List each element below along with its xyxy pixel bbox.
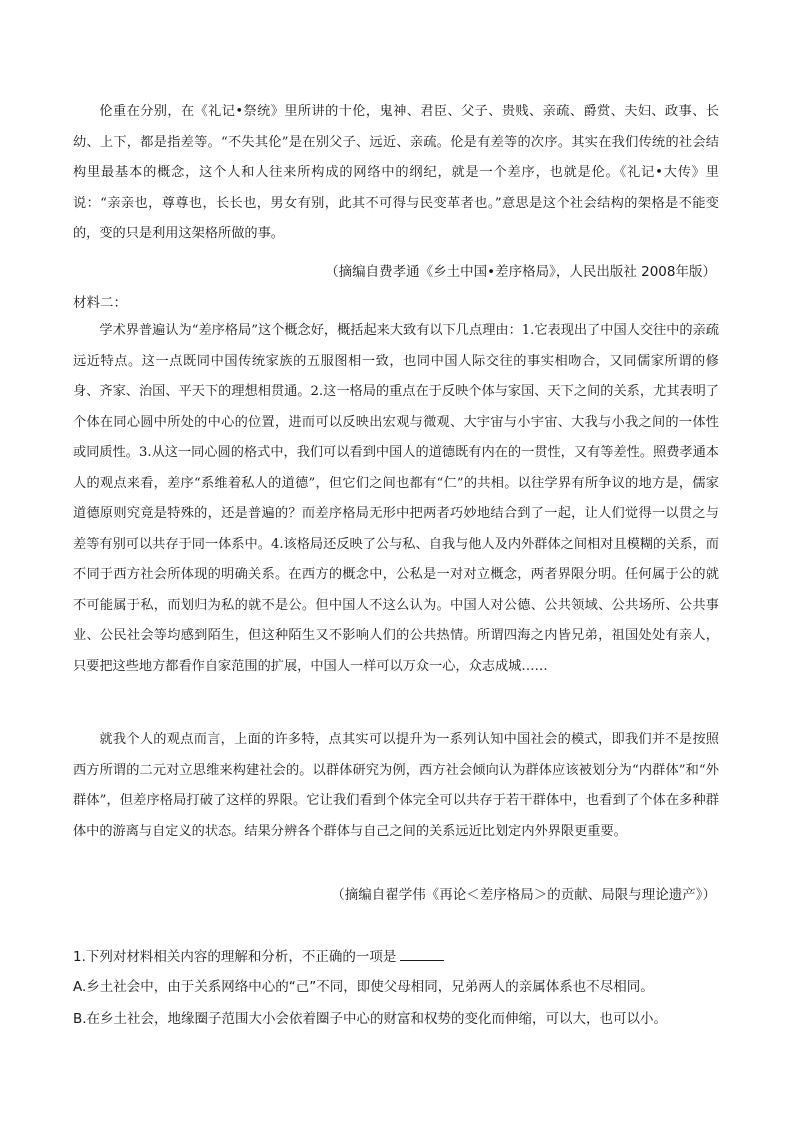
material2-paragraph-1: 学术界普遍认为“差序格局”这个概念好，概括起来大致有以下几点理由：1.它表现出了中国人交往中的亲疏远近特点。这一点既同中国传统家族的五服图相一致，也同中国人际交往的事实相吻合，又同儒家所谓的修身、齐家、治国、平天下的理想相贯通。2.这一格局的重点在于反映个体与家国、天下之间的关系，尤其表明了个体在同心圆中所处的中心的位置，进而可以反映出宏观与微观、大宇宙与小宇宙、大我与小我之间的一体性或同质性。3.从这一同心圆的格式中，我们可以看到中国人的道德既有内在的一贯性，又有等差性。照费孝通本人的观点来看，差序“系维着私人的道德”，但它们之间也都有“仁”的共相。以往学界有所争议的地方是，儒家道德原则究竟是特殊的，还是普遍的？而差序格局无形中把两者巧妙地结合到了一起，让人们觉得一以贯之与差等有别可以共存于同一体系中。4.该格局还反映了公与私、自我与他人及内外群体之间相对且模糊的关系，而不同于西方社会所体现的明确关系。在西方的概念中，公私是一对对立概念，两者界限分明。任何属于公的就不可能属于私，而划归为私的就不是公。但中国人不这么认为。中国人对公德、公共领域、公共场所、公共事业、公民社会等均感到陌生，但这种陌生又不影响人们的公共热情。所谓四海之内皆兄弟，祖国处处有亲人，只要把这些地方都看作自家范围的扩展，中国人一样可以万众一心，众志成城…… <box>73 323 719 674</box>
question-stem <box>73 946 733 967</box>
question-stem-text: 1.下列对材料相关内容的理解和分析，不正确的一项是 <box>73 949 397 965</box>
material1-source: （摘编自费孝通《乡土中国•差序格局》，人民出版社 2008年版） <box>325 264 716 280</box>
material2-paragraph-2: 就我个人的观点而言，上面的许多特，点其实可以提升为一系列认知中国社会的模式，即我们并不是按照西方所谓的二元对立思维来构建社会的。以群体研究为例，西方社会倾向认为群体应该被划分为“内群体”和“外群体”，但差序格局打破了这样的界限。它让我们看到个体完全可以共存于若干群体中，也看到了个体在多种群体中的游离与自定义的状态。结果分辨各个群体与自己之间的关系远近比划定内外界限更重要。 <box>73 732 719 839</box>
option-a: A.乡土社会中，由于关系网络中心的“己”不同，即使父母相同，兄弟两人的亲属体系也不尽相同。 <box>73 979 654 995</box>
material2-heading: 材料二： <box>73 295 127 311</box>
material1-paragraph: 伦重在分别，在《礼记•祭统》里所讲的十伦，鬼神、君臣、父子、贵贱、亲疏、爵赏、夫妇、政事、长幼、上下，都是指差等。“不失其伦”是在别父子、远近、亲疏。伦是有差等的次序。其实在我们传统的社会结构里最基本的概念，这个人和人往来所构成的网络中的纲纪，就是一个差序，也就是伦。《礼记•大传》里说：“亲亲也，尊尊也，长长也，男女有别，此其不可得与民变革者也。”意思是这个社会结构的架格是不能变的，变的只是利用这架格所做的事。 <box>73 104 719 241</box>
option-b: B.在乡土社会，地缘圈子范围大小会依着圈子中心的财富和权势的变化而伸缩，可以大，也可以小。 <box>73 1011 668 1027</box>
answer-blank[interactable] <box>400 946 444 961</box>
material2-source: （摘编自翟学伟《再论＜差序格局＞的贡献、局限与理论遗产》） <box>331 887 716 903</box>
